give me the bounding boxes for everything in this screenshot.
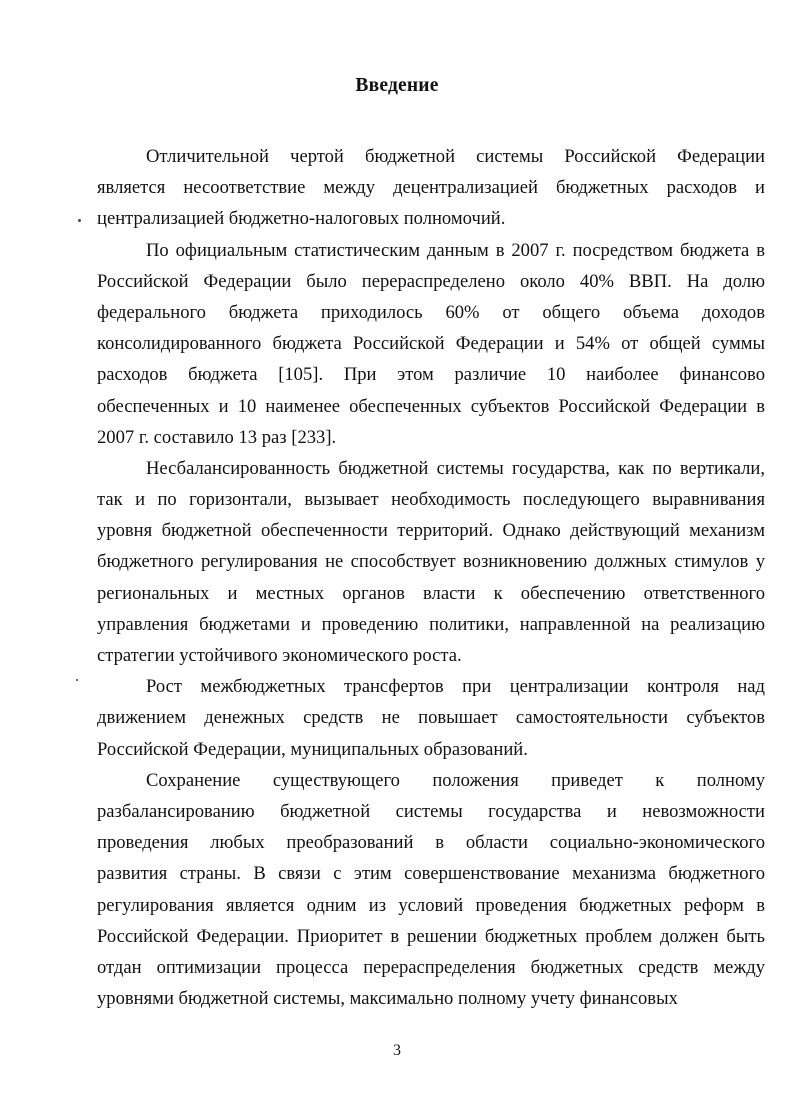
text-line: управления бюджетами и проведению политики, направленной на реализацию bbox=[97, 613, 765, 635]
text-line: развития страны. В связи с этим совершенствование механизма бюджетного bbox=[97, 863, 765, 885]
paragraph bbox=[97, 235, 765, 453]
text-line: региональных и местных органов власти к обеспечению ответственного bbox=[97, 582, 765, 604]
text-line: Российской Федерации. Приоритет в решении бюджетных проблем должен быть bbox=[97, 925, 765, 947]
paragraph bbox=[97, 453, 765, 671]
text-line: отдан оптимизации процесса перераспределения бюджетных средств между bbox=[97, 956, 765, 978]
text-line: движением денежных средств не повышает самостоятельности субъектов bbox=[97, 707, 765, 729]
text-line: является несоответствие между децентрализацией бюджетных расходов и bbox=[97, 177, 765, 199]
page-number: 3 bbox=[393, 1042, 401, 1059]
text-line: обеспеченных и 10 наименее обеспеченных субъектов Российской Федерации в bbox=[97, 395, 765, 417]
text-line: Отличительной чертой бюджетной системы Российской Федерации bbox=[146, 146, 765, 167]
text-line: уровня бюджетной обеспеченности территорий. Однако действующий механизм bbox=[97, 520, 765, 542]
text-line: бюджетного регулирования не способствует возникновению должных стимулов у bbox=[97, 551, 765, 573]
text-line: 2007 г. составило 13 раз [233]. bbox=[97, 426, 337, 448]
text-line: централизацией бюджетно-налоговых полномочий. bbox=[97, 208, 506, 230]
page-title: Введение bbox=[355, 75, 439, 96]
text-line: проведения любых преобразований в области социально-экономического bbox=[97, 832, 765, 854]
scan-speck bbox=[76, 679, 78, 681]
text-line: разбалансированию бюджетной системы государства и невозможности bbox=[97, 800, 765, 822]
text-line: консолидированного бюджета Российской Федерации и 54% от общей суммы bbox=[97, 333, 765, 355]
text-line: По официальным статистическим данным в 2007 г. посредством бюджета в bbox=[146, 239, 765, 261]
paragraph bbox=[97, 765, 765, 1015]
scan-speck bbox=[78, 219, 81, 222]
text-line: Несбалансированность бюджетной системы государства, как по вертикали, bbox=[146, 457, 765, 479]
text-line: Российской Федерации было перераспределено около 40% ВВП. На долю bbox=[97, 270, 765, 292]
text-line: Российской Федерации, муниципальных образований. bbox=[97, 738, 528, 760]
text-line: так и по горизонтали, вызывает необходимость последующего выравнивания bbox=[97, 489, 765, 511]
paragraph bbox=[97, 671, 765, 765]
text-line: стратегии устойчивого экономического роста. bbox=[97, 645, 462, 666]
text-line: уровнями бюджетной системы, максимально полному учету финансовых bbox=[97, 988, 678, 1010]
text-line: Рост межбюджетных трансфертов при централизации контроля над bbox=[146, 676, 765, 698]
text-line: регулирования является одним из условий проведения бюджетных реформ в bbox=[97, 894, 765, 916]
text-line: расходов бюджета [105]. При этом различие 10 наиболее финансово bbox=[97, 364, 765, 386]
paragraph bbox=[97, 141, 765, 235]
text-line: Сохранение существующего положения приведет к полному bbox=[146, 769, 765, 791]
text-line: федерального бюджета приходилось 60% от общего объема доходов bbox=[97, 301, 765, 323]
document-body bbox=[97, 141, 765, 1014]
